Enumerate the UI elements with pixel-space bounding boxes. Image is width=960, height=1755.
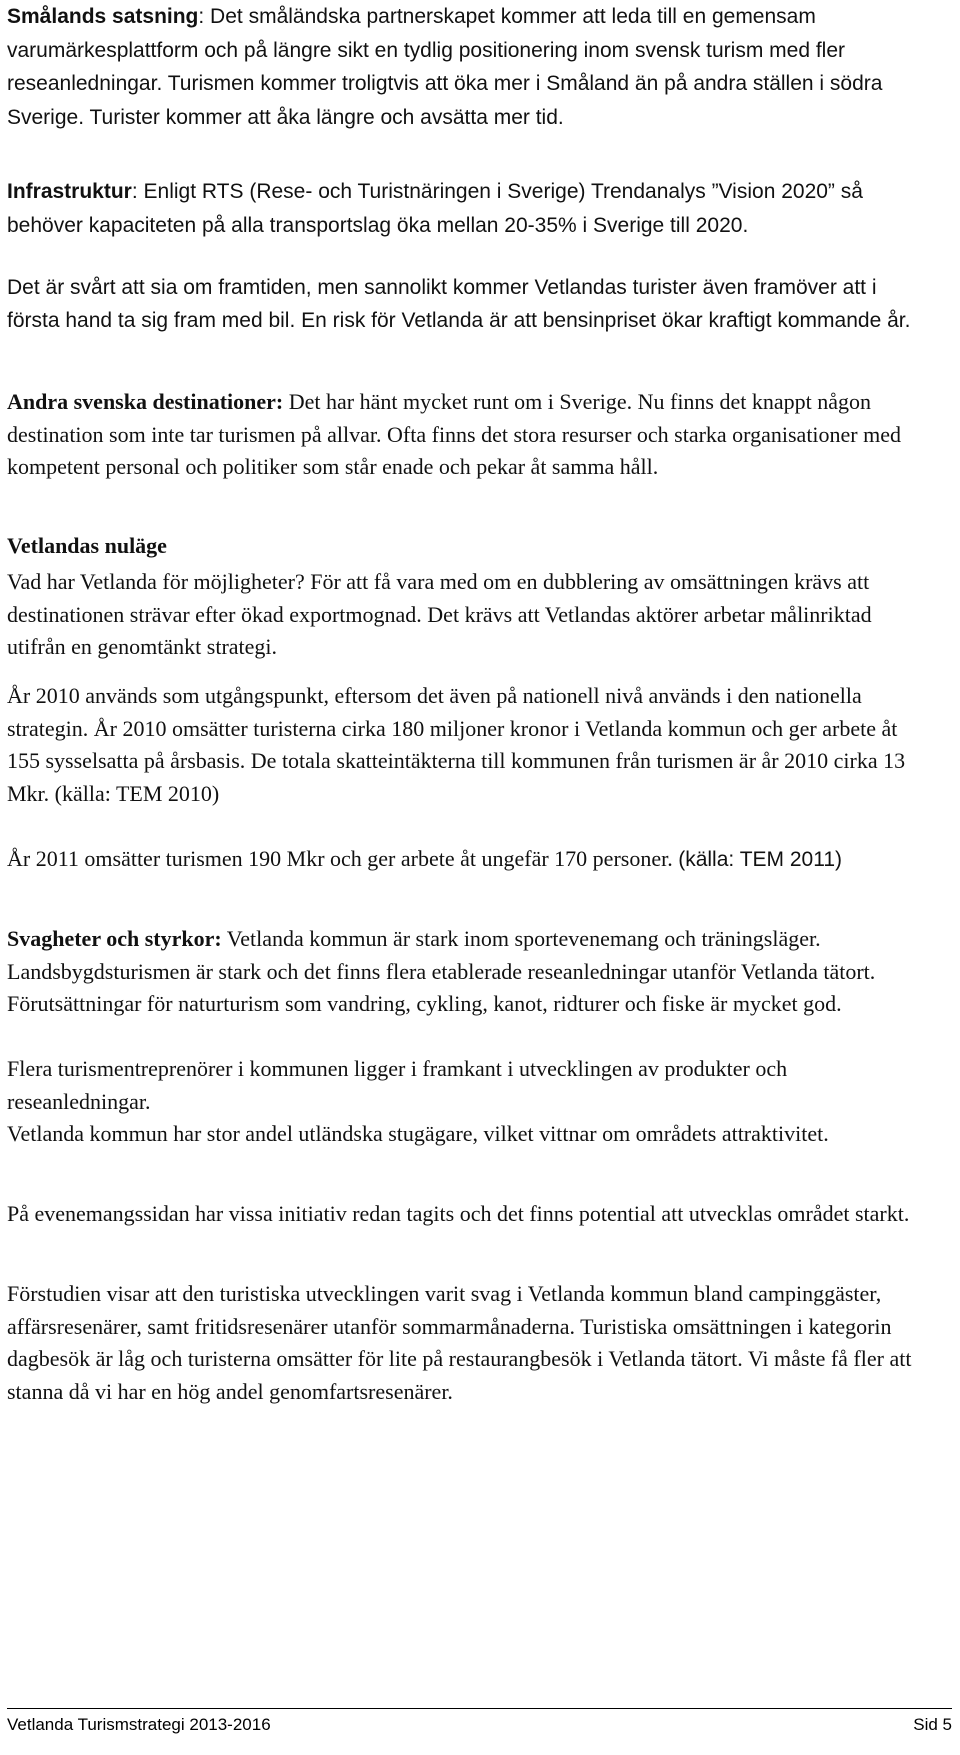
paragraph-smaland xyxy=(7,0,927,134)
label-smaland: Smålands satsning xyxy=(7,5,199,28)
paragraph-infrastruktur xyxy=(7,175,927,242)
footer-title: Vetlanda Turismstrategi 2013-2016 xyxy=(7,1715,271,1734)
label-andra-destinationer: Andra svenska destinationer: xyxy=(7,389,284,414)
text-2011: År 2011 omsätter turismen 190 Mkr och ger arbete åt ungefär 170 personer. xyxy=(7,846,679,871)
label-svagheter-styrkor: Svagheter och styrkor: xyxy=(7,926,222,951)
text-svagheter-styrkor: Vetlanda kommun är stark inom sportevenemang och träningsläger. Landsbygdsturismen är stark och det finns flera etablerade reseanledningar utanför Vetlanda tätort. Förutsättningar för naturturism som vandring, cykling, kanot, ridturer och fiske är mycket god. xyxy=(7,926,876,1016)
heading-vetlandas-nulage: Vetlandas nuläge xyxy=(7,533,167,558)
paragraph-evenemang: På evenemangssidan har vissa initiativ redan tagits och det finns potential att utvecklas området starkt. xyxy=(7,1201,910,1226)
source-tem-2011: (källa: TEM 2011) xyxy=(678,848,843,871)
paragraph-svagheter-styrkor xyxy=(7,923,932,1021)
paragraph-entreprenorer: Flera turismentreprenörer i kommunen ligger i framkant i utvecklingen av produkter och reseanledningar. xyxy=(7,1056,788,1114)
footer-page-number: Sid 5 xyxy=(913,1715,952,1734)
paragraph-mojligheter: Vad har Vetlanda för möjligheter? För att få vara med om en dubblering av omsättningen krävs att destinationen strävar efter ökad exportmognad. Det krävs att Vetlandas aktörer arbetar målinriktad utifrån en genomtänkt strategi. xyxy=(7,569,872,659)
paragraph-framtiden: Det är svårt att sia om framtiden, men sannolikt kommer Vetlandas turister även framöver att i första hand ta sig fram med bil. En risk för Vetlanda är att bensinpriset ökar kraftigt kommande år. xyxy=(7,276,911,332)
text-smaland: : Det småländska partnerskapet kommer att leda till en gemensam varumärkesplattform och på längre sikt en tydlig positionering inom svensk turism med fler reseanledningar. Turismen kommer troligtvis att öka mer i Småland än på andra ställen i södra Sverige. Turister kommer att åka längre och avsätta mer tid. xyxy=(7,5,883,129)
paragraph-utgangspunkt: År 2010 används som utgångspunkt, eftersom det även på nationell nivå används i den nationella strategin. År 2010 omsätter turisterna cirka 180 miljoner kronor i Vetlanda kommun och ger arbete åt 155 sysselsatta på årsbasis. De totala skatteintäkterna till kommunen från turismen är år 2010 cirka 13 Mkr. (källa: TEM 2010) xyxy=(7,683,906,806)
text-infrastruktur: : Enligt RTS (Rese- och Turistnäringen i Sverige) Trendanalys ”Vision 2020” så behöver kapaciteten på alla transportslag öka mellan 20-35% i Sverige till 2020. xyxy=(7,180,863,237)
paragraph-andra-destinationer xyxy=(7,386,932,484)
label-infrastruktur: Infrastruktur xyxy=(7,180,132,203)
paragraph-forstudien: Förstudien visar att den turistiska utvecklingen varit svag i Vetlanda kommun bland campinggäster, affärsresenärer, samt fritidsresenärer utanför sommarmånaderna. Turistiska omsättningen i kategorin dagbesök är låg och turisterna omsätter för lite på restaurangbesök i Vetlanda tätort. Vi måste få fler att stanna då vi har en hög andel genomfartsresenärer. xyxy=(7,1281,912,1404)
paragraph-stugagare: Vetlanda kommun har stor andel utländska stugägare, vilket vittnar om områdets attraktivitet. xyxy=(7,1121,829,1146)
text-andra-destinationer: Det har hänt mycket runt om i Sverige. Nu finns det knappt någon destination som inte tar turismen på allvar. Ofta finns det stora resurser och starka organisationer med kompetent personal och politiker som står enade och pekar åt samma håll. xyxy=(7,389,902,479)
page-footer xyxy=(7,1708,952,1735)
paragraph-2011 xyxy=(7,843,932,877)
